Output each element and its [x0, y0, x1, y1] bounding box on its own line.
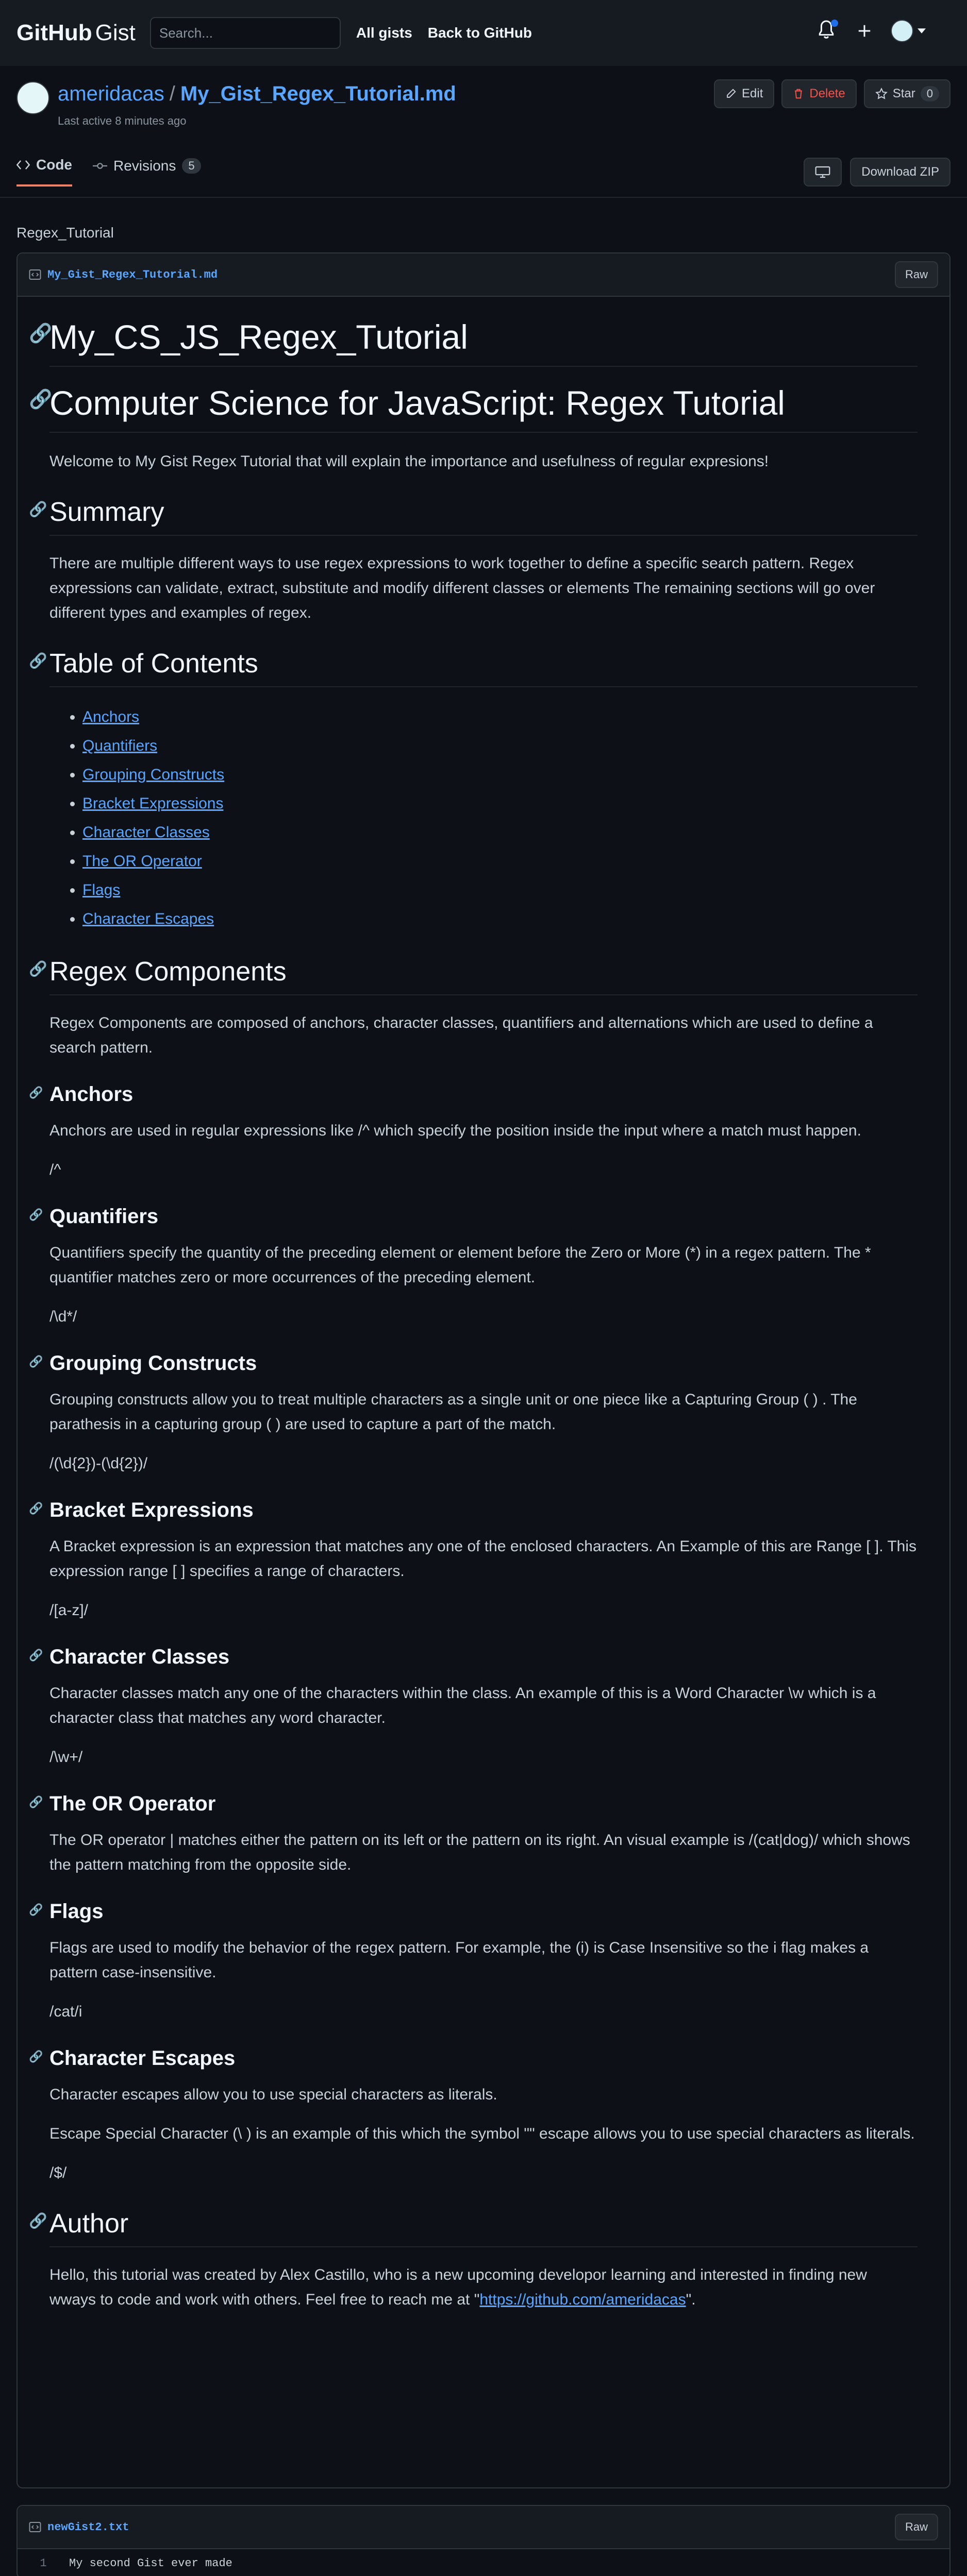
paragraph: Quantifiers specify the quantity of the preceding element or element before the Zero or More (*) in a regex pattern. The * quantifier matches zero or more occurrences of the preceding element.: [49, 1244, 871, 1286]
toc-link-anchors[interactable]: Anchors: [82, 708, 140, 725]
title-separator: /: [169, 82, 175, 105]
heading: [29, 1900, 918, 1923]
link-icon[interactable]: 🔗: [29, 1354, 43, 1368]
raw-button[interactable]: Raw: [895, 2514, 938, 2540]
star-count: 0: [921, 86, 939, 101]
toc-link-bracket[interactable]: Bracket Expressions: [82, 795, 224, 812]
heading-text: Summary: [49, 497, 164, 527]
heading: [29, 497, 918, 536]
toc-link-quantifiers[interactable]: Quantifiers: [82, 737, 158, 754]
heading: [29, 1499, 918, 1522]
link-icon[interactable]: 🔗: [29, 1795, 43, 1808]
link-icon[interactable]: 🔗: [29, 388, 53, 410]
toc-list: [82, 703, 918, 934]
link-icon[interactable]: 🔗: [29, 501, 47, 518]
link-icon[interactable]: 🔗: [29, 1208, 43, 1221]
top-bar: [0, 0, 967, 66]
chevron-down-icon: [918, 28, 926, 34]
list-item: [82, 760, 918, 789]
paragraph: Anchors are used in regular expressions like /^ which specify the position inside the input where a match must happen.: [49, 1122, 861, 1139]
owner-avatar[interactable]: [16, 81, 49, 114]
paragraph: Regex Components are composed of anchors, character classes, quantifiers and alternations which are used to define a search pattern.: [49, 1014, 873, 1056]
list-item: [82, 905, 918, 934]
toc-link-grouping[interactable]: Grouping Constructs: [82, 766, 225, 783]
paragraph: Escape Special Character (\ ) is an example of this which the symbol "" escape allows you to use special characters as literals.: [49, 2125, 915, 2142]
tab-revisions[interactable]: [93, 157, 201, 187]
last-active: Last active 8 minutes ago: [58, 114, 187, 127]
heading-text: Anchors: [49, 1083, 134, 1106]
file-box-markdown: [16, 252, 951, 2488]
paragraph: Character classes match any one of the characters within the class. An example of this is a Word Character \w which is a character class that matches any word character.: [49, 1685, 876, 1726]
nav-all-gists[interactable]: All gists: [356, 25, 412, 41]
paragraph: Flags are used to modify the behavior of the regex pattern. For example, the (i) is Case Insensitive so the i flag makes a pattern case-insensitive.: [49, 1939, 869, 1981]
toc-link-escapes[interactable]: Character Escapes: [82, 910, 214, 927]
nav-back-to-github[interactable]: Back to GitHub: [427, 25, 532, 41]
link-icon[interactable]: 🔗: [29, 2049, 43, 2063]
toc-link-classes[interactable]: Character Classes: [82, 824, 210, 841]
paragraph: A Bracket expression is an expression that matches any one of the enclosed characters. An Example of this are Range [ ]. This expression range [ ] specifies a range of characters.: [49, 1538, 917, 1580]
link-icon[interactable]: 🔗: [29, 1501, 43, 1515]
brand-gist: Gist: [95, 20, 136, 45]
heading-text: Regex Components: [49, 957, 287, 987]
revisions-count: 5: [182, 158, 201, 174]
gist-file-link[interactable]: My_Gist_Regex_Tutorial.md: [180, 82, 456, 105]
heading-text: Bracket Expressions: [49, 1499, 254, 1521]
plus-icon[interactable]: [857, 23, 872, 39]
code-file-icon: [29, 268, 41, 281]
tab-revisions-label: Revisions: [113, 158, 176, 174]
author-profile-link[interactable]: https://github.com/ameridacas: [479, 2291, 686, 2308]
list-item: [82, 818, 918, 847]
star-button[interactable]: [864, 79, 951, 108]
search-input[interactable]: Search...: [150, 17, 341, 49]
star-icon: [875, 88, 888, 100]
link-icon[interactable]: 🔗: [29, 1086, 43, 1099]
toc-link-or[interactable]: The OR Operator: [82, 853, 202, 870]
author-end: ".: [686, 2291, 696, 2308]
link-icon[interactable]: 🔗: [29, 961, 47, 978]
link-icon[interactable]: 🔗: [29, 653, 47, 670]
download-zip-button[interactable]: Download ZIP: [850, 158, 951, 187]
paragraph: Character escapes allow you to use special characters as literals.: [49, 2086, 497, 2103]
delete-button[interactable]: [781, 79, 856, 108]
owner-link[interactable]: ameridacas: [58, 82, 164, 105]
notifications-icon[interactable]: [818, 20, 838, 42]
heading: [29, 317, 918, 367]
link-icon[interactable]: 🔗: [29, 2213, 47, 2230]
tab-code-label: Code: [36, 157, 72, 173]
toc-link-flags[interactable]: Flags: [82, 882, 121, 899]
code-line: [18, 2549, 949, 2576]
heading-text: The OR Operator: [49, 1792, 216, 1815]
raw-button[interactable]: Raw: [895, 261, 938, 288]
list-item: [82, 732, 918, 760]
file-name-link[interactable]: newGist2.txt: [47, 2520, 129, 2534]
example: /$/: [49, 2164, 67, 2181]
desktop-icon: [815, 166, 830, 178]
trash-icon: [793, 88, 804, 99]
heading-text: Grouping Constructs: [49, 1352, 257, 1375]
list-item: [82, 789, 918, 818]
commit-icon: [93, 160, 107, 172]
code-icon: [16, 159, 30, 171]
heading-text: Table of Contents: [49, 649, 258, 679]
author-text: Hello, this tutorial was created by Alex Castillo, who is a new upcoming developor learning and interested in finding new wways to code and work with others. Feel free to reach me at ": [49, 2266, 867, 2308]
file-header: [18, 2506, 949, 2549]
example: /[a-z]/: [49, 1602, 89, 1619]
example: /\d*/: [49, 1308, 77, 1325]
example: /cat/i: [49, 2003, 82, 2020]
paragraph: [49, 2263, 918, 2312]
example: /(\d{2})-(\d{2})/: [49, 1455, 148, 1472]
link-icon[interactable]: 🔗: [29, 1903, 43, 1916]
avatar: [891, 20, 913, 42]
heading: [29, 1352, 918, 1375]
line-text: My second Gist ever made: [69, 2556, 232, 2570]
gist-title: [58, 82, 456, 106]
heading-text: My_CS_JS_Regex_Tutorial: [49, 318, 468, 356]
notification-dot: [831, 20, 838, 27]
paragraph: The OR operator | matches either the pattern on its left or the pattern on its right. An visual example is /(cat|dog)/ which shows the pattern matching from the opposite side.: [49, 1832, 910, 1873]
gist-header: [0, 66, 967, 198]
heading: [29, 1205, 918, 1228]
tab-code[interactable]: [16, 157, 72, 187]
file-header: [18, 253, 949, 297]
list-item: [82, 876, 918, 905]
github-gist-logo[interactable]: [16, 20, 136, 46]
example: /\w+/: [49, 1749, 83, 1766]
markdown-body: [18, 297, 949, 2347]
user-menu[interactable]: [891, 20, 926, 42]
edit-label: Edit: [742, 87, 763, 100]
pencil-icon: [725, 88, 737, 99]
heading-text: Author: [49, 2209, 129, 2239]
file-name-link[interactable]: My_Gist_Regex_Tutorial.md: [47, 268, 218, 281]
heading-text: Character Escapes: [49, 2047, 236, 2070]
code-file-icon: [29, 2521, 41, 2533]
heading: [29, 648, 918, 687]
line-number[interactable]: 1: [40, 2556, 47, 2570]
paragraph: Welcome to My Gist Regex Tutorial that will explain the importance and usefulness of regular expresions!: [49, 453, 769, 470]
heading: [29, 1792, 918, 1816]
link-icon[interactable]: 🔗: [29, 323, 53, 344]
heading-text: Quantifiers: [49, 1205, 159, 1228]
heading: [29, 383, 918, 433]
embed-button[interactable]: [804, 158, 842, 187]
heading-text: Flags: [49, 1900, 104, 1923]
paragraph: There are multiple different ways to use regex expressions to work together to define a specific search pattern. Regex expressions can validate, extract, substitute and modify different classes or elements The remaining sections will go over different types and examples of regex.: [49, 555, 875, 621]
heading: [29, 1646, 918, 1669]
gist-description: Regex_Tutorial: [16, 225, 114, 241]
heading: [29, 1083, 918, 1106]
heading: [29, 956, 918, 995]
edit-button[interactable]: [714, 79, 774, 108]
list-item: [82, 703, 918, 732]
star-label: Star: [892, 87, 915, 100]
file-box-text: [16, 2505, 951, 2576]
paragraph: Grouping constructs allow you to treat multiple characters as a single unit or one piece like a Capturing Group ( ) . The parathesis in a capturing group ( ) are used to capture a part of the match.: [49, 1391, 857, 1433]
list-item: [82, 847, 918, 876]
heading-text: Character Classes: [49, 1646, 230, 1668]
link-icon[interactable]: 🔗: [29, 1648, 43, 1662]
example: /^: [49, 1161, 61, 1178]
heading: [29, 2047, 918, 2070]
delete-label: Delete: [809, 87, 845, 100]
brand-github: GitHub: [16, 20, 92, 45]
heading-text: Computer Science for JavaScript: Regex Tutorial: [49, 384, 785, 422]
heading: [29, 2208, 918, 2247]
